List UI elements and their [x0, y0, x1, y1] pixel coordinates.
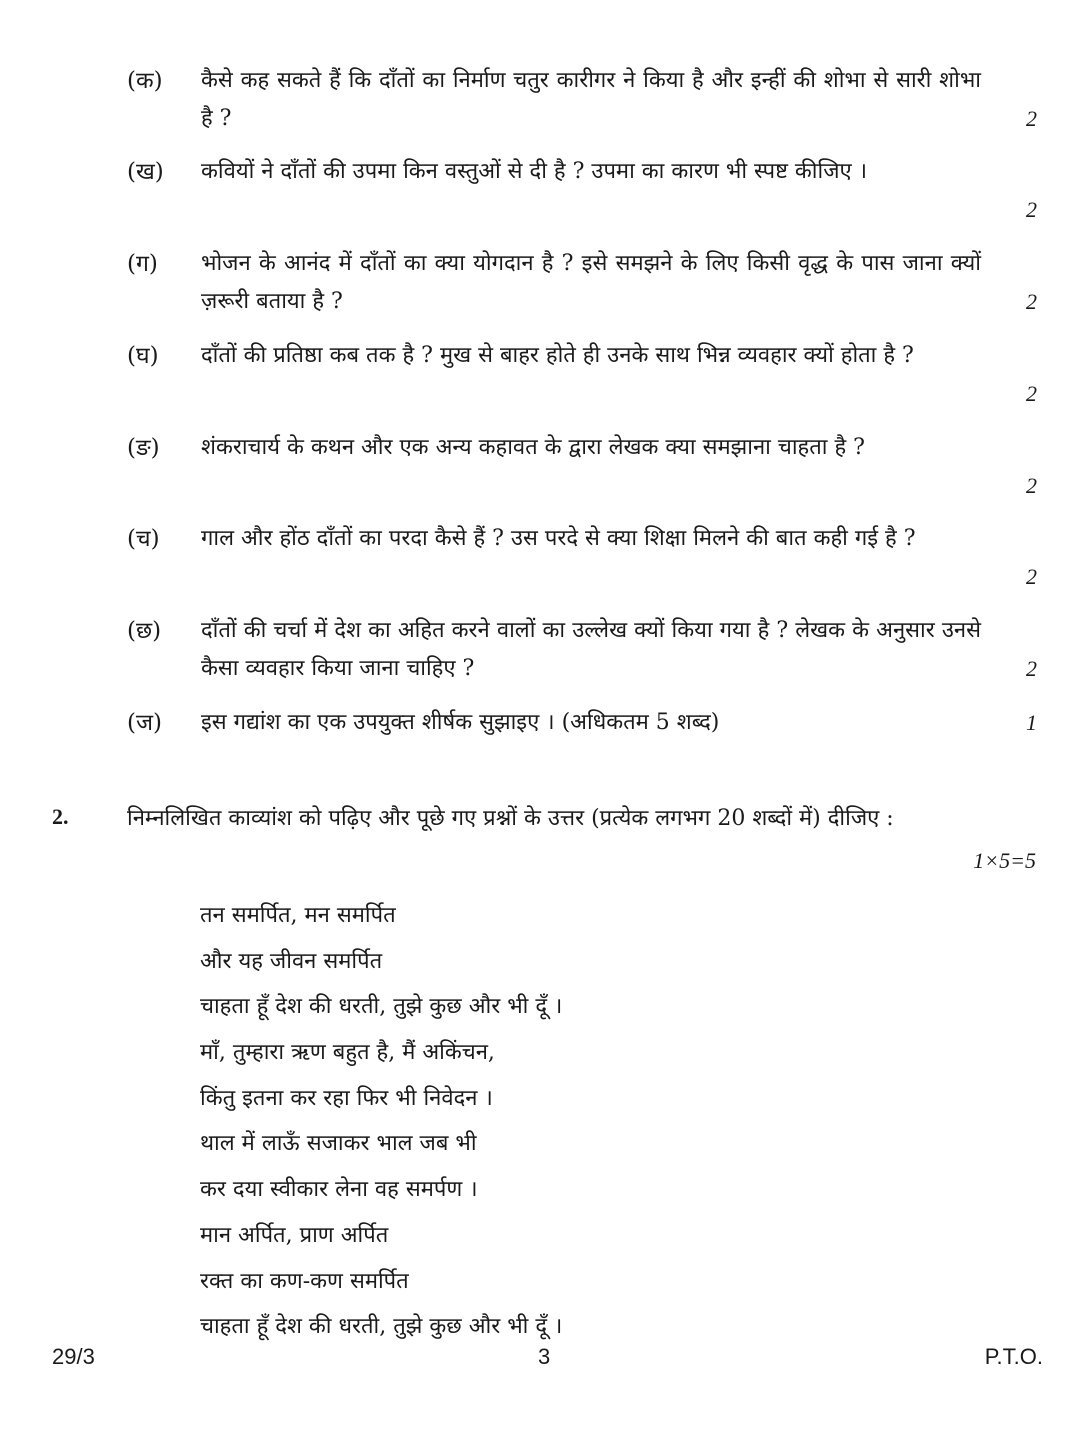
- question-text: गाल और होंठ दाँतों का परदा कैसे हैं ? उस परदे से क्या शिक्षा मिलने की बात कही गई है ?: [201, 526, 916, 551]
- question-marks: 1×5=5: [973, 848, 1036, 873]
- question-item-ka: [127, 62, 1037, 142]
- question-text: इस गद्यांश का एक उपयुक्त शीर्षक सुझाइए । (अधिकतम 5 शब्द): [201, 710, 720, 735]
- question-marks: 2: [1026, 106, 1037, 131]
- page-number: 3: [538, 1344, 551, 1369]
- question-item-kha: [127, 153, 1037, 233]
- question-label: (छ): [127, 618, 162, 644]
- paper-code: 29/3: [52, 1344, 95, 1369]
- poem-line: रक्त का कण-कण समर्पित: [200, 1268, 409, 1294]
- question-label: (च): [127, 526, 160, 552]
- poem-line: मान अर्पित, प्राण अर्पित: [200, 1222, 389, 1248]
- question-item-chha: [127, 612, 1037, 692]
- question-marks: 2: [1026, 197, 1037, 222]
- question-number: 2.: [52, 804, 69, 829]
- question-label: (ङ): [127, 435, 160, 461]
- question-text: दाँतों की प्रतिष्ठा कब तक है ? मुख से बाहर होते ही उनके साथ भिन्न व्यवहार क्यों होता है ?: [201, 343, 914, 368]
- poem-line: माँ, तुम्हारा ऋण बहुत है, मैं अकिंचन,: [200, 1040, 495, 1066]
- poem-line: किंतु इतना कर रहा फिर भी निवेदन ।: [200, 1085, 493, 1111]
- question-label: (ज): [127, 710, 163, 736]
- question-item-nga: [127, 429, 1037, 509]
- poem-line: चाहता हूँ देश की धरती, तुझे कुछ और भी दूँ ।: [200, 994, 563, 1020]
- question-item-gha: [127, 337, 1037, 417]
- question-item-cha: [127, 520, 1037, 600]
- question-marks: 2: [1026, 289, 1037, 314]
- question-label: (घ): [127, 343, 159, 369]
- poem-stanza: [200, 893, 960, 1350]
- question-item-ga: [127, 245, 1037, 325]
- question-marks: 2: [1026, 381, 1037, 406]
- question-marks: 2: [1026, 656, 1037, 681]
- please-turn-over: P.T.O.: [984, 1344, 1043, 1369]
- poem-line: कर दया स्वीकार लेना वह समर्पण ।: [200, 1177, 478, 1203]
- question-label: (क): [127, 68, 163, 94]
- question-marks: 1: [1026, 710, 1037, 735]
- question-text: भोजन के आनंद में दाँतों का क्या योगदान है ? इसे समझने के लिए किसी वृद्ध के पास जाना क्यों ज़रूरी बताया है ?: [201, 251, 981, 314]
- question-item-ja: [127, 704, 1037, 744]
- question-label: (ख): [127, 159, 164, 185]
- poem-line: थाल में लाऊँ सजाकर भाल जब भी: [200, 1131, 477, 1157]
- question-text: दाँतों की चर्चा में देश का अहित करने वालों का उल्लेख क्यों किया गया है ? लेखक के अनुसार उनसे कैसा व्यवहार किया जाना चाहिए ?: [201, 618, 981, 681]
- question-label: (ग): [127, 251, 158, 277]
- poem-line: चाहता हूँ देश की धरती, तुझे कुछ और भी दूँ ।: [200, 1314, 563, 1340]
- question-text: शंकराचार्य के कथन और एक अन्य कहावत के द्वारा लेखक क्या समझाना चाहता है ?: [201, 435, 865, 460]
- question-text: कैसे कह सकते हैं कि दाँतों का निर्माण चतुर कारीगर ने किया है और इन्हीं की शोभा से सारी शोभा है ?: [201, 68, 981, 131]
- poem-line: तन समर्पित, मन समर्पित: [200, 903, 396, 928]
- question-marks: 2: [1026, 473, 1037, 498]
- question-marks: 2: [1026, 564, 1037, 589]
- question-text: निम्नलिखित काव्यांश को पढ़िए और पूछे गए प्रश्नों के उत्तर (प्रत्येक लगभग 20 शब्दों में) दीजिए :: [127, 806, 894, 831]
- poem-line: और यह जीवन समर्पित: [200, 948, 383, 974]
- question-text: कवियों ने दाँतों की उपमा किन वस्तुओं से दी है ? उपमा का कारण भी स्पष्ट कीजिए ।: [201, 159, 868, 184]
